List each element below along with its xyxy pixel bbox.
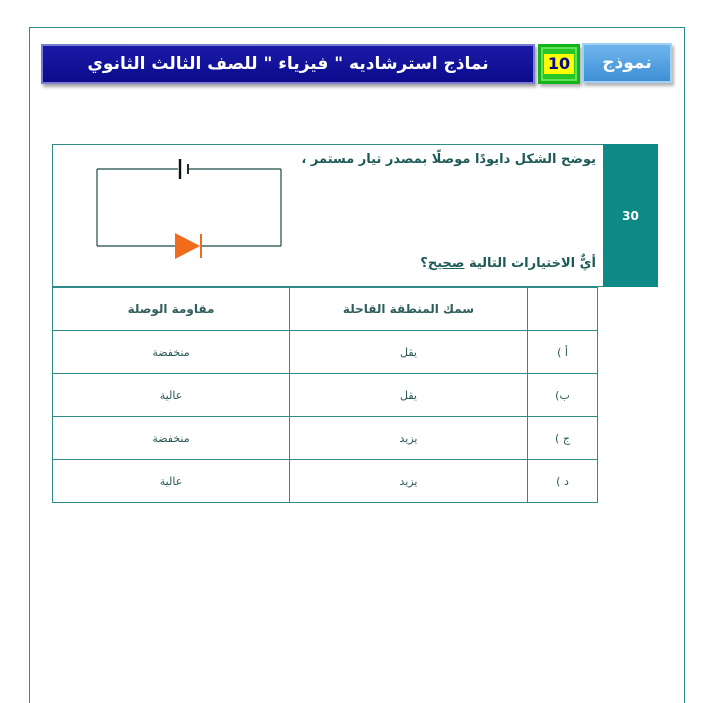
option-resistance: منخفضة bbox=[53, 331, 290, 374]
question-text-line2 bbox=[300, 256, 596, 271]
option-letter: ج ) bbox=[528, 417, 598, 460]
header-cell-thickness: سمك المنطقة القاحلة bbox=[290, 288, 528, 331]
question-emphasis: صحيح bbox=[427, 256, 465, 271]
option-thickness: يزيد bbox=[290, 417, 528, 460]
battery-icon bbox=[180, 159, 188, 179]
table-header-row bbox=[53, 288, 598, 331]
option-resistance: منخفضة bbox=[53, 417, 290, 460]
option-letter: أ ) bbox=[528, 331, 598, 374]
header-cell-resistance: مقاومة الوصلة bbox=[53, 288, 290, 331]
header-cell-letter bbox=[528, 288, 598, 331]
question-suffix: ؟ bbox=[420, 256, 428, 271]
table-row bbox=[53, 374, 598, 417]
table-row bbox=[53, 331, 598, 374]
choices-table bbox=[52, 287, 598, 503]
circuit-wires bbox=[97, 169, 281, 246]
header-number: 10 bbox=[544, 54, 574, 74]
header-label: نموذج bbox=[582, 43, 672, 83]
option-thickness: يقل bbox=[290, 374, 528, 417]
option-letter: د ) bbox=[528, 460, 598, 503]
header-title: نماذج استرشاديه " فيزياء " للصف الثالث الثانوي bbox=[41, 44, 535, 84]
option-resistance: عالية bbox=[53, 460, 290, 503]
table-row bbox=[53, 417, 598, 460]
circuit-diagram bbox=[85, 155, 295, 260]
option-thickness: يقل bbox=[290, 331, 528, 374]
question-number: 30 bbox=[603, 144, 658, 287]
diode-icon bbox=[175, 233, 201, 259]
option-resistance: عالية bbox=[53, 374, 290, 417]
option-letter: ب) bbox=[528, 374, 598, 417]
header-number-box bbox=[538, 44, 580, 84]
option-thickness: يزيد bbox=[290, 460, 528, 503]
question-prefix: أيٌّ الاختيارات التالية bbox=[464, 256, 596, 271]
question-text-line1: يوضح الشكل دايودًا موصلًا بمصدر تيار مستمر ، bbox=[301, 152, 596, 167]
table-row bbox=[53, 460, 598, 503]
